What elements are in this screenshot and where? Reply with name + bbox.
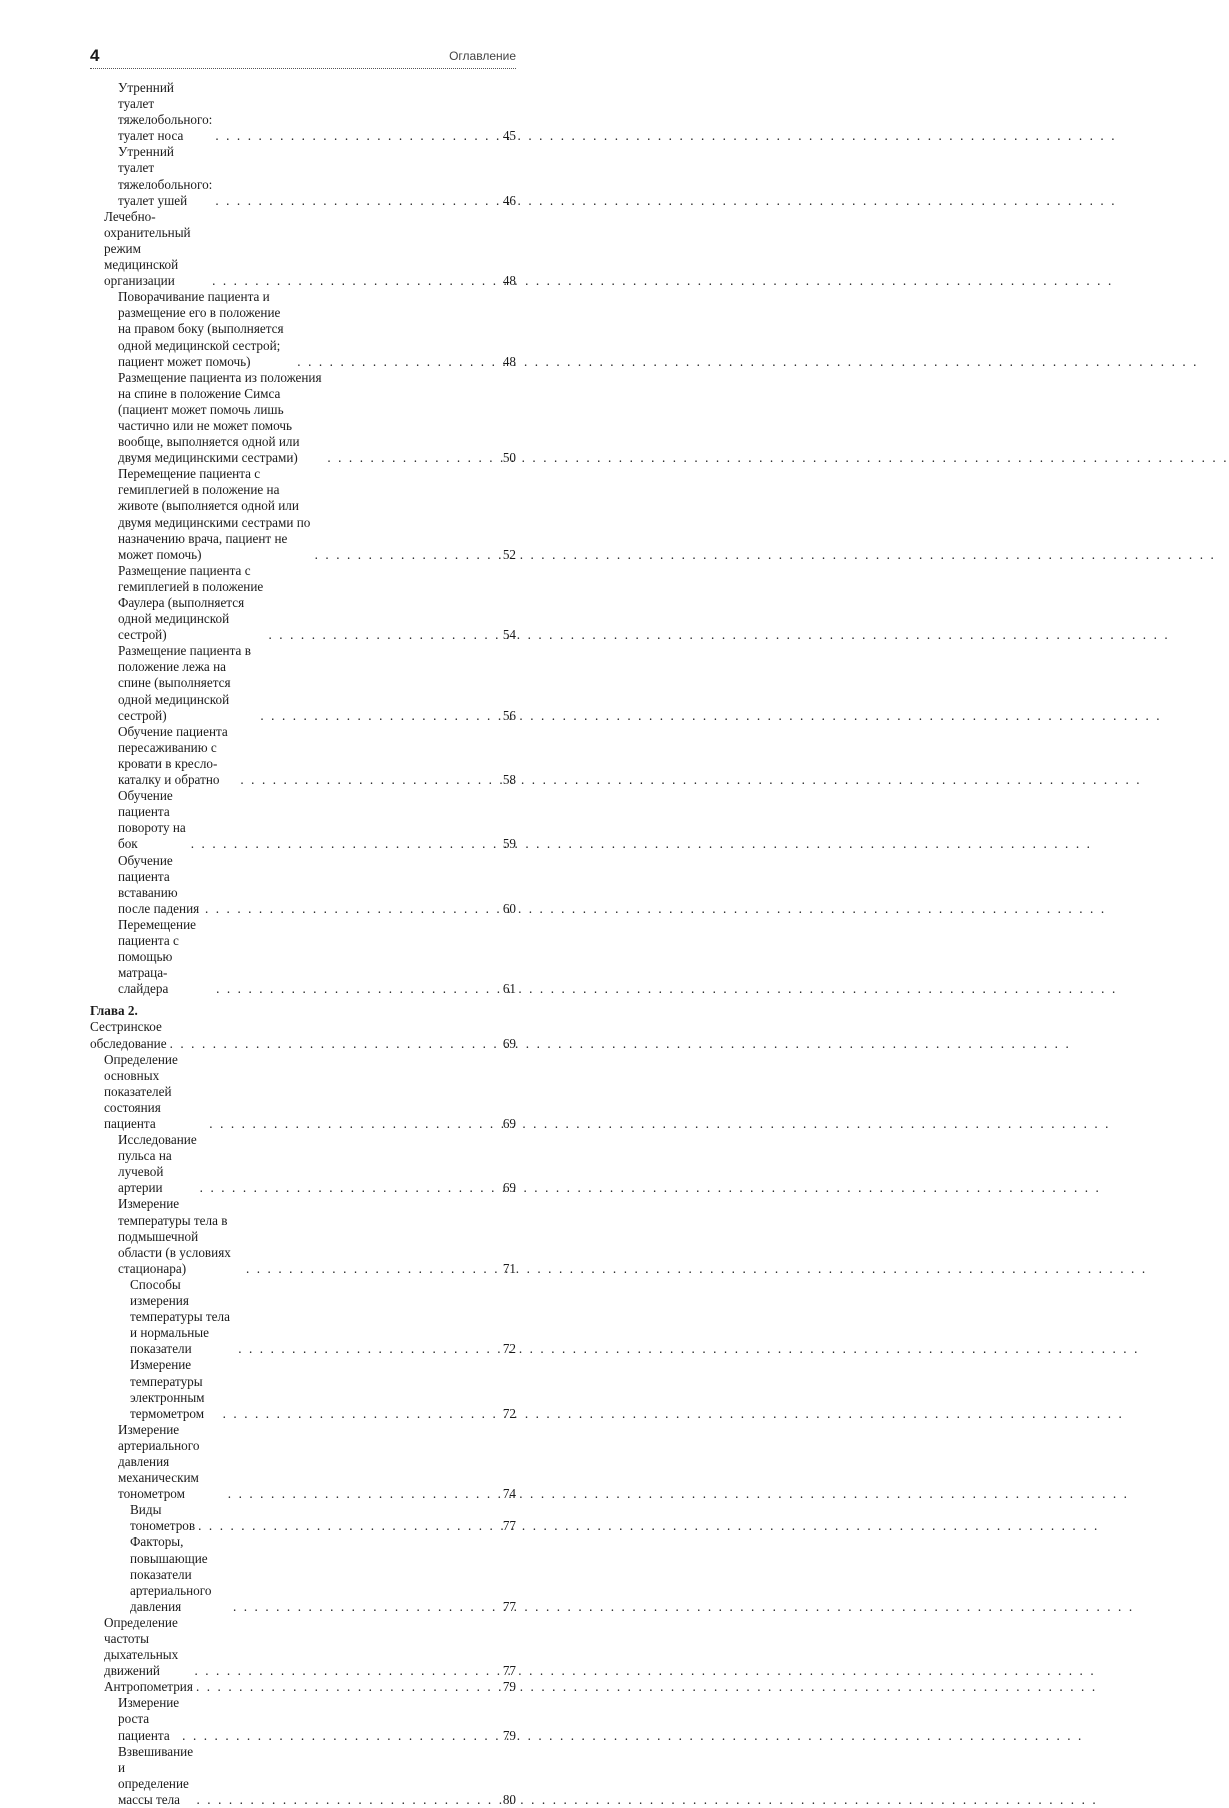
- page-header: [90, 46, 516, 69]
- toc-page-number: 61: [502, 981, 516, 997]
- toc-page-number: 48: [502, 273, 516, 289]
- dot-leader: [194, 1792, 503, 1808]
- toc-entry[interactable]: [90, 144, 516, 208]
- book-page: [0, 0, 600, 1807]
- toc-entry-title: Лечебно-охранительный режим медицинской организации: [104, 208, 191, 289]
- toc-entry[interactable]: [90, 209, 516, 289]
- toc-page-number: 79: [502, 1727, 516, 1743]
- toc-page-number: 48: [502, 353, 516, 369]
- chapter-title: Сестринское обследование: [90, 1019, 167, 1051]
- dot-leader: [266, 627, 502, 643]
- toc-page-number: 80: [502, 1791, 516, 1807]
- toc-page-number: 60: [502, 900, 516, 916]
- dot-leader: [212, 128, 502, 144]
- toc-entry[interactable]: [90, 1502, 516, 1534]
- dot-leader: [225, 1486, 502, 1502]
- toc-entry[interactable]: [90, 1744, 516, 1808]
- dot-leader: [209, 273, 502, 289]
- dot-leader: [206, 1116, 502, 1132]
- toc-page-number: 58: [502, 772, 516, 788]
- dot-leader: [294, 354, 502, 370]
- toc-entry[interactable]: [90, 1534, 516, 1614]
- dot-leader: [167, 1036, 502, 1052]
- toc-page-number: 77: [502, 1663, 516, 1679]
- toc-entry[interactable]: [90, 1615, 516, 1679]
- toc-entry[interactable]: [90, 1357, 516, 1421]
- toc-entry-title: Измерение температуры электронным термометром: [130, 1357, 205, 1421]
- toc-entry-title: Взвешивание и определение массы тела: [118, 1743, 194, 1807]
- toc-entry[interactable]: [90, 370, 516, 467]
- dot-leader: [202, 901, 502, 917]
- dot-leader: [195, 1518, 502, 1534]
- toc-page-number: 54: [502, 627, 516, 643]
- dot-leader: [237, 772, 502, 788]
- toc-page-number: 46: [502, 192, 516, 208]
- dot-leader: [179, 1728, 502, 1744]
- toc-page-number: 50: [502, 450, 516, 466]
- toc-entry-title: Антропометрия: [104, 1679, 193, 1695]
- toc-entry-title: Измерение артериального давления механическим тонометром: [118, 1421, 200, 1502]
- toc-entry[interactable]: [90, 643, 516, 723]
- toc-page-number: 77: [502, 1518, 516, 1534]
- dot-leader: [220, 1406, 502, 1422]
- toc-entry[interactable]: [90, 80, 516, 144]
- dot-leader: [193, 1679, 502, 1695]
- toc-entry-title: Виды тонометров: [130, 1502, 196, 1534]
- toc-entry[interactable]: [90, 853, 516, 917]
- toc-entry[interactable]: [90, 1679, 516, 1695]
- toc-entry-title: Утренний туалет тяжелобольного: туалет ушей: [118, 144, 213, 208]
- toc-entry[interactable]: [90, 917, 516, 997]
- toc-page-number: 79: [502, 1679, 516, 1695]
- toc-entry-title: [90, 1003, 167, 1051]
- toc-entry[interactable]: [90, 1695, 516, 1743]
- toc-entry-title: Размещение пациента с гемиплегией в положение Фаулера (выполняется одной медицинской сестрой): [118, 562, 264, 643]
- dot-leader: [230, 1599, 502, 1615]
- toc-entry[interactable]: [90, 1132, 516, 1196]
- toc-entry[interactable]: [90, 563, 516, 643]
- dot-leader: [235, 1341, 502, 1357]
- toc-page-number: 72: [502, 1341, 516, 1357]
- dot-leader: [312, 547, 502, 563]
- toc-entry-title: Обучение пациента вставанию после падения: [118, 852, 200, 916]
- toc-entry[interactable]: [90, 1422, 516, 1502]
- running-section-title: Оглавление: [449, 49, 516, 63]
- toc-entry-title: Утренний туалет тяжелобольного: туалет носа: [118, 80, 213, 144]
- toc-entry[interactable]: [90, 788, 516, 852]
- dot-leader: [257, 708, 502, 724]
- toc-entry[interactable]: [90, 466, 516, 563]
- toc-entry[interactable]: [90, 289, 516, 369]
- toc-page-number: 69: [502, 1116, 516, 1131]
- toc-page-number: 72: [502, 1405, 516, 1421]
- toc-entry-title: Перемещение пациента с гемиплегией в положение на животе (выполняется одной или двумя медицинскими сестрами по назначению врача, пациент не может помочь): [118, 466, 311, 562]
- dot-leader: [188, 836, 502, 852]
- toc-entry[interactable]: [90, 724, 516, 788]
- toc-entry-title: Измерение температуры тела в подмышечной области (в условиях стационара): [118, 1196, 231, 1276]
- dot-leader: [243, 1261, 502, 1277]
- toc-page-number: 69: [502, 1180, 516, 1196]
- toc-entry-title: Способы измерения температуры тела и нормальные показатели: [130, 1276, 230, 1357]
- toc-entry-title: Обучение пациента пересаживанию с кровати в кресло-каталку и обратно: [118, 723, 228, 788]
- page-number: 4: [90, 46, 100, 65]
- toc-entry-title: Определение основных показателей состояния пациента: [104, 1051, 178, 1131]
- toc-entry-title: Исследование пульса на лучевой артерии: [118, 1132, 197, 1196]
- toc-entry-title: Размещение пациента в положение лежа на спине (выполняется одной медицинской сестрой): [118, 643, 251, 723]
- toc-entry-title: Измерение роста пациента: [118, 1695, 180, 1743]
- toc-entry-title: Поворачивание пациента и размещение его в положение на правом боку (выполняется одной медицинской сестрой; пациент может помочь): [118, 289, 284, 369]
- chapter-label: Глава 2.: [90, 1003, 138, 1019]
- toc-entry[interactable]: [90, 1277, 516, 1357]
- toc-page-number: 74: [502, 1486, 516, 1502]
- toc-page-number: 59: [502, 836, 516, 852]
- dot-leader: [324, 450, 502, 466]
- toc-page-number: 52: [502, 546, 516, 562]
- dot-leader: [197, 1180, 502, 1196]
- toc-entry-title: Определение частоты дыхательных движений: [104, 1614, 179, 1679]
- toc-page-number: 69: [502, 1035, 516, 1051]
- toc-entry[interactable]: [90, 1196, 516, 1276]
- dot-leader: [191, 1663, 502, 1679]
- dot-leader: [213, 981, 502, 997]
- toc-entry-title: Обучение пациента повороту на бок: [118, 788, 186, 852]
- toc-page-number: 56: [502, 707, 516, 723]
- toc-entry[interactable]: [90, 1052, 516, 1132]
- table-of-contents: [90, 80, 516, 1808]
- toc-page-number: 45: [502, 128, 516, 144]
- toc-entry-title: Размещение пациента из положения на спине в положение Симса (пациент может помочь лишь частично или не может помочь вообще, выполняется одной или двумя медицинскими сестрами): [118, 369, 322, 466]
- toc-page-number: 71: [502, 1260, 516, 1276]
- toc-entry-title: Перемещение пациента с помощью матраца-слайдера: [118, 916, 196, 997]
- toc-chapter-entry[interactable]: [90, 1003, 516, 1051]
- toc-entry-title: Факторы, повышающие показатели артериального давления: [130, 1534, 212, 1614]
- toc-page-number: 77: [502, 1598, 516, 1614]
- dot-leader: [212, 193, 502, 209]
